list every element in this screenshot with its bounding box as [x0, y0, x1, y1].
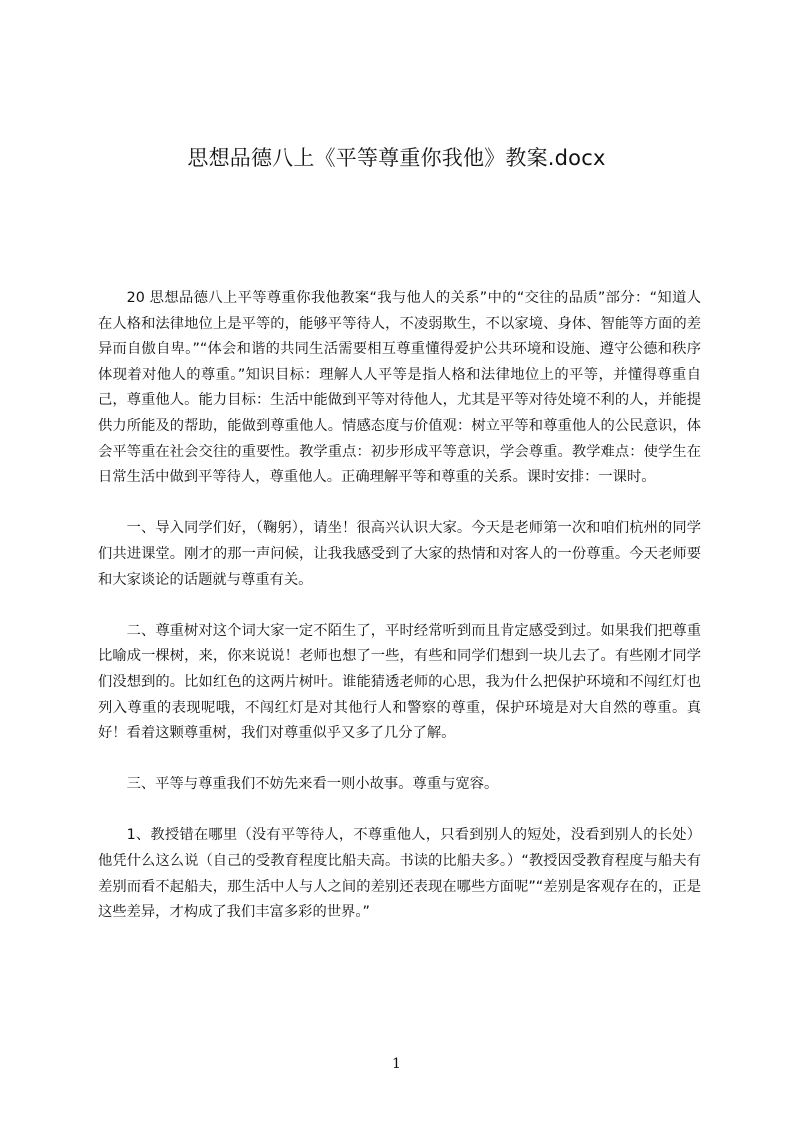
paragraph-section-3: 三、平等与尊重我们不妨先来看一则小故事。尊重与宽容。: [126, 776, 499, 793]
paragraph-section-1: 一、导入同学们好，（鞠躬），请坐！很高兴认识大家。今天是老师第一次和咱们杭州的同学们共进课堂。刚才的那一声问候，让我我感受到了大家的热情和对客人的一份尊重。今天老师要和大家谈论的话题就与尊重有关。: [98, 520, 701, 588]
page-number: 1: [392, 1056, 401, 1072]
paragraph-section-2: 二、尊重树对这个词大家一定不陌生了，平时经常听到而且肯定感受到过。如果我们把尊重比喻成一棵树，来，你来说说！老师也想了一些，有些和同学们想到一块儿去了。有些刚才同学们没想到的。比如红色的这两片树叶。谁能猜透老师的心思，我为什么把保护环境和不闯红灯也列入尊重的表现呢哦，不闯红灯是对其他行人和警察的尊重，保护环境是对大自然的尊重。真好！看着这颗尊重树，我们对尊重似乎又多了几分了解。: [98, 622, 701, 742]
paragraph-intro: 20 思想品德八上平等尊重你我他教案“我与他人的关系”中的“交往的品质”部分：“知道人在人格和法律地位上是平等的，能够平等待人，不凌弱欺生，不以家境、身体、智能等方面的差异而自傲自卑。”“体会和谐的共同生活需要相互尊重懂得爱护公共环境和设施、遵守公德和秩序体现着对他人的尊重。”知识目标：理解人人平等是指人格和法律地位上的平等，并懂得尊重自己，尊重他人。能力目标：生活中能做到平等对待他人，尤其是平等对待处境不利的人，并能提供力所能及的帮助，能做到尊重他人。情感态度与价值观：树立平等和尊重他人的公民意识，体会平等重在社会交往的重要性。教学重点：初步形成平等意识，学会尊重。教学难点：使学生在日常生活中做到平等待人，尊重他人。正确理解平等和尊重的关系。课时安排：一课时。: [98, 290, 701, 486]
document-title: 思想品德八上《平等尊重你我他》教案.docx: [187, 146, 606, 170]
paragraph-section-3-1: 1、教授错在哪里（没有平等待人，不尊重他人，只看到别人的短处，没看到别人的长处）他凭什么这么说（自己的受教育程度比船夫高。书读的比船夫多。）“教授因受教育程度与船夫有差别而看不起船夫，那生活中人与人之间的差别还表现在哪些方面呢”“差别是客观存在的，正是这些差异，才构成了我们丰富多彩的世界。”: [98, 827, 701, 921]
document-body: [98, 286, 701, 926]
